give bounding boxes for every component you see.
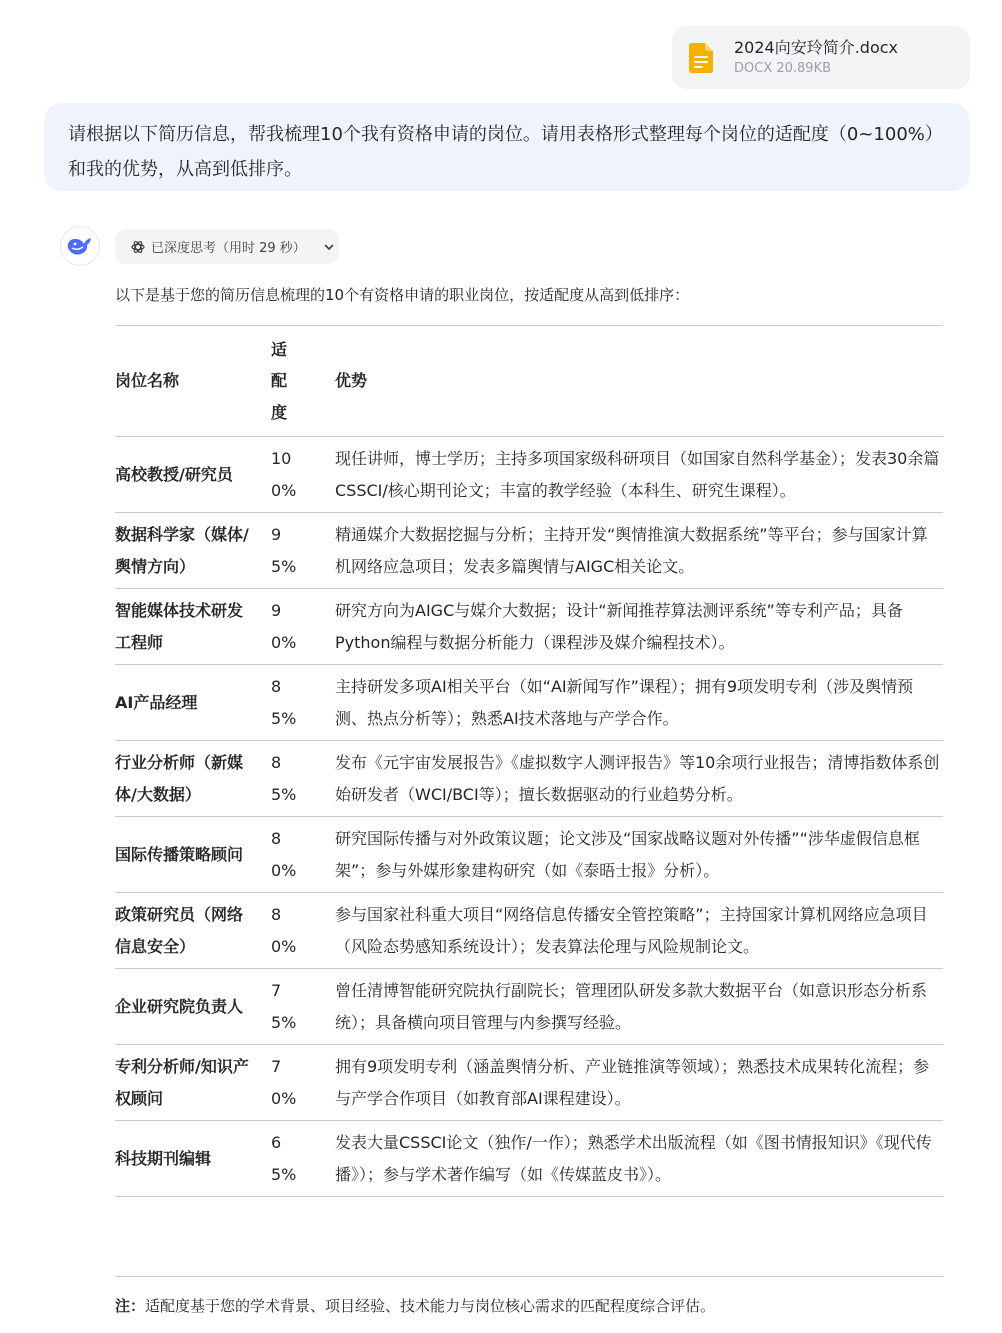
position-cell: 政策研究员（网络信息安全） — [115, 893, 271, 969]
table-header-row — [115, 326, 943, 437]
fit-value: 70% — [271, 1057, 297, 1108]
advantages-cell: 现任讲师，博士学历；主持多项国家级科研项目（如国家自然科学基金）；发表30余篇CSSCI/核心期刊论文；丰富的教学经验（本科生、研究生课程）。 — [335, 437, 943, 513]
header-position: 岗位名称 — [115, 326, 271, 437]
position-cell: 高校教授/研究员 — [115, 437, 271, 513]
user-message: 请根据以下简历信息，帮我梳理10个我有资格申请的岗位。请用表格形式整理每个岗位的适配度（0~100%）和我的优势，从高到低排序。 — [44, 103, 970, 191]
fit-value: 85% — [271, 677, 297, 728]
fit-cell — [271, 969, 335, 1045]
header-fit: 适配度 — [271, 326, 335, 437]
deep-thinking-toggle[interactable] — [115, 229, 339, 264]
fit-value: 80% — [271, 905, 297, 956]
footnote-text: 适配度基于您的学术背景、项目经验、技术能力与岗位核心需求的匹配程度综合评估。 — [145, 1297, 716, 1315]
thinking-label: 已深度思考（用时 29 秒） — [151, 241, 306, 256]
footnote — [115, 1294, 715, 1318]
advantages-cell: 研究方向为AIGC与媒介大数据；设计“新闻推荐算法测评系统”等专利产品；具备Python编程与数据分析能力（课程涉及媒介编程技术）。 — [335, 589, 943, 665]
assistant-intro: 以下是基于您的简历信息梳理的10个有资格申请的职业岗位，按适配度从高到低排序： — [115, 286, 690, 304]
table-row — [115, 665, 943, 741]
fit-cell — [271, 665, 335, 741]
advantages-cell: 发表大量CSSCI论文（独作/一作）；熟悉学术出版流程（如《图书情报知识》《现代传播》）；参与学术著作编写（如《传媒蓝皮书》）。 — [335, 1121, 943, 1197]
advantages-cell: 拥有9项发明专利（涵盖舆情分析、产业链推演等领域）；熟悉技术成果转化流程；参与产学合作项目（如教育部AI课程建设）。 — [335, 1045, 943, 1121]
document-icon — [689, 43, 713, 73]
table-row — [115, 513, 943, 589]
table-row — [115, 893, 943, 969]
position-cell: 数据科学家（媒体/舆情方向） — [115, 513, 271, 589]
advantages-cell: 研究国际传播与对外政策议题；论文涉及“国家战略议题对外传播”“涉华虚假信息框架”；参与外媒形象建构研究（如《泰晤士报》分析）。 — [335, 817, 943, 893]
fit-cell — [271, 741, 335, 817]
table-row — [115, 589, 943, 665]
fit-cell — [271, 513, 335, 589]
table-row — [115, 1121, 943, 1197]
position-cell: 智能媒体技术研发工程师 — [115, 589, 271, 665]
table-row — [115, 969, 943, 1045]
fit-cell — [271, 893, 335, 969]
position-cell: 行业分析师（新媒体/大数据） — [115, 741, 271, 817]
advantages-cell: 曾任清博智能研究院执行副院长；管理团队研发多款大数据平台（如意识形态分析系统）；具备横向项目管理与内参撰写经验。 — [335, 969, 943, 1045]
attachment-file-meta: DOCX 20.89KB — [734, 61, 832, 76]
header-advantages: 优势 — [335, 326, 943, 437]
job-fit-table — [115, 325, 943, 1197]
fit-value: 80% — [271, 829, 297, 880]
fit-value: 65% — [271, 1133, 297, 1184]
advantages-cell: 参与国家社科重大项目“网络信息传播安全管控策略”；主持国家计算机网络应急项目（风险态势感知系统设计）；发表算法伦理与风险规制论文。 — [335, 893, 943, 969]
fit-value: 85% — [271, 753, 297, 804]
thinking-atom-icon — [131, 240, 145, 254]
table-row — [115, 1045, 943, 1121]
table-row — [115, 817, 943, 893]
advantages-cell: 发布《元宇宙发展报告》《虚拟数字人测评报告》等10余项行业报告；清博指数体系创始研发者（WCI/BCI等）；擅长数据驱动的行业趋势分析。 — [335, 741, 943, 817]
position-cell: 科技期刊编辑 — [115, 1121, 271, 1197]
fit-cell — [271, 1045, 335, 1121]
advantages-cell: 精通媒介大数据挖掘与分析；主持开发“舆情推演大数据系统”等平台；参与国家计算机网络应急项目；发表多篇舆情与AIGC相关论文。 — [335, 513, 943, 589]
whale-logo-icon — [66, 235, 94, 257]
position-cell: AI产品经理 — [115, 665, 271, 741]
fit-value: 100% — [271, 449, 297, 500]
fit-cell — [271, 437, 335, 513]
table-row — [115, 741, 943, 817]
fit-value: 75% — [271, 981, 297, 1032]
table-row — [115, 437, 943, 513]
assistant-avatar — [60, 226, 100, 266]
footnote-label: 注： — [115, 1297, 146, 1315]
position-cell: 专利分析师/知识产权顾问 — [115, 1045, 271, 1121]
fit-value: 95% — [271, 525, 297, 576]
fit-cell — [271, 1121, 335, 1197]
chevron-down-icon — [324, 242, 334, 252]
position-cell: 国际传播策略顾问 — [115, 817, 271, 893]
divider — [115, 1276, 943, 1277]
position-cell: 企业研究院负责人 — [115, 969, 271, 1045]
fit-cell — [271, 817, 335, 893]
advantages-cell: 主持研发多项AI相关平台（如“AI新闻写作”课程）；拥有9项发明专利（涉及舆情预测、热点分析等）；熟悉AI技术落地与产学合作。 — [335, 665, 943, 741]
fit-cell — [271, 589, 335, 665]
table-body — [115, 437, 943, 1197]
attachment-card[interactable] — [672, 26, 970, 89]
attachment-file-name: 2024向安玲简介.docx — [734, 38, 899, 57]
fit-value: 90% — [271, 601, 297, 652]
